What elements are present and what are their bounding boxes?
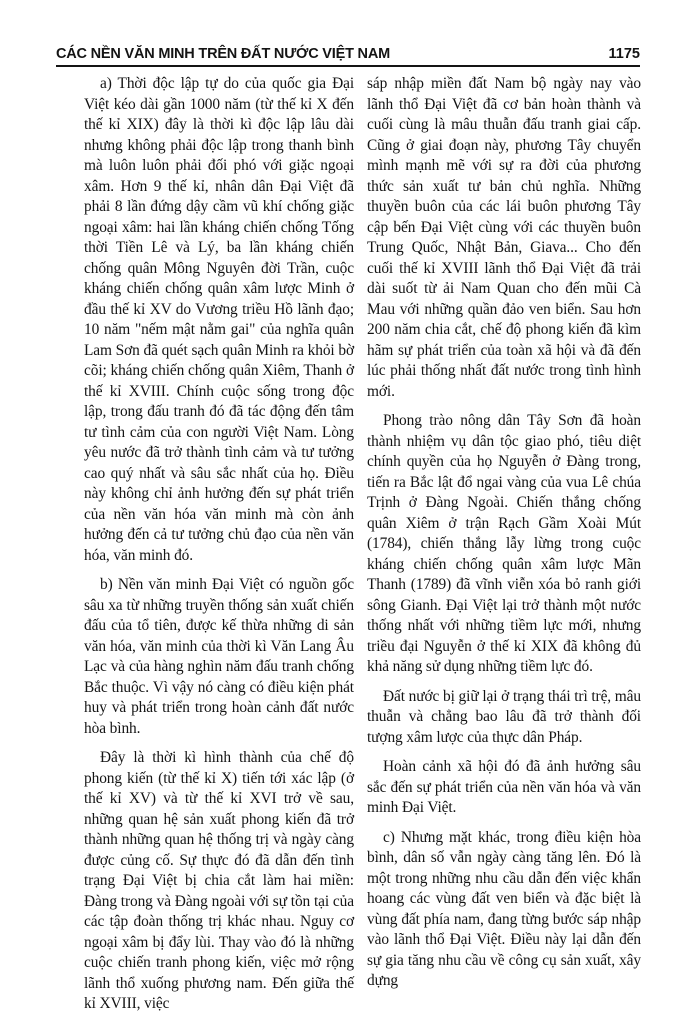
paragraph-feudal-period: Đây là thời kì hình thành của chế độ phong kiến (từ thế kỉ X) tiến tới xác lập (ở thế kỉ XV) và từ thế kỉ XVI trở về sau, những quan hệ sản xuất phong kiến đã trở thành những quan hệ thống trị và ngày càng được củng cố. Sự thực đó đã dẫn đến tình trạng Đại Việt bị chia cắt làm hai miền: Đàng trong và Đàng ngoài với sự tồn tại của các tập đoàn thống trị khác nhau. Nguy cơ ngoại xâm bị đẩy lùi. Thay vào đó là những cuộc chiến tranh phong kiến, việc mở rộng lãnh thổ xuống phương nam. Đến giữa thế kỉ XVIII, việc: [84, 749, 354, 1012]
page-number: 1175: [603, 47, 640, 62]
paragraph-social-context: Hoàn cảnh xã hội đó đã ảnh hưởng sâu sắc đến sự phát triển của nền văn hóa và văn minh Đại Việt.: [367, 758, 641, 816]
paragraph-stagnation: Đất nước bị giữ lại ở trạng thái trì trệ, mâu thuẫn và chẳng bao lâu đã trở thành đối tượng xâm lược của thực dân Pháp.: [367, 687, 641, 746]
paragraph-a: a) Thời độc lập tự do của quốc gia Đại Việt kéo dài gần 1000 năm (từ thế kỉ X đến thế kỉ XIX) đây là thời kì độc lập lâu dài nhưng không phải độc lập trong thanh bình mà luôn luôn phải đối phó với giặc ngoại xâm. Hơn 9 thế kỉ, nhân dân Đại Việt đã phải 8 lần đứng dậy cầm vũ khí chống giặc ngoại xâm: hai lần kháng chiến chống Tống thời Tiền Lê và Lý, ba lần kháng chiến chống quân Mông Nguyên đời Trần, cuộc kháng chiến chống quân xâm lược Minh ở đầu thế kỉ XV do Vương triều Hồ lãnh đạo; 10 năm "nếm mật nằm gai" của nghĩa quân Lam Sơn đã quét sạch quân Minh ra khỏi bờ cõi; kháng chiến chống quân Xiêm, Thanh ở thế kỉ XVIII. Chính cuộc sống trong độc lập, trong đấu tranh đó đã tác động đến tâm tư tình cảm của con người Việt Nam. Lòng yêu nước đã trở thành tình cảm và tư tưởng cao quý nhất và sâu sắc nhất của họ. Điều này không chỉ ảnh hưởng đến sự phát triển của nền văn hóa văn minh mà còn ảnh hưởng đến cả tư tưởng chủ đạo của nền văn hóa, văn minh đó.: [84, 75, 354, 564]
paragraph-b: b) Nền văn minh Đại Việt có nguồn gốc sâu xa từ những truyền thống sản xuất chiến đấu của tổ tiên, được kế thừa những di sản văn hóa, văn minh của thời kì Văn Lang Âu Lạc và của hàng nghìn năm đấu tranh chống Bắc thuộc. Vì vậy nó càng có điều kiện phát huy và phát triển trong hoàn cảnh đất nước hòa bình.: [84, 576, 354, 737]
running-header: [56, 43, 640, 67]
paragraph-continued: sáp nhập miền đất Nam bộ ngày nay vào lãnh thổ Đại Việt đã cơ bản hoàn thành và cuối cùng là mâu thuẫn đấu tranh giai cấp. Cũng ở giai đoạn này, phương Tây chuyển mình mạnh mẽ với sự ra đời của phương thức sản xuất tư bản chủ nghĩa. Những thuyền buôn của các lái buôn phương Tây cập bến Đại Việt cùng với các thuyền buôn Trung Quốc, Nhật Bản, Giava... Cho đến cuối thế kỉ XVIII lãnh thổ Đại Việt đã trải dài suốt từ ải Nam Quan cho đến mũi Cà Mau với những quần đảo ven biển. Sau hơn 200 năm chia cắt, chế độ phong kiến đã kìm hãm sự phát triển của toàn xã hội và đã đến lúc phải thống nhất đất nước trong tình hình mới.: [367, 75, 641, 400]
header-title: CÁC NỀN VĂN MINH TRÊN ĐẤT NƯỚC VIỆT NAM: [56, 47, 393, 62]
right-column: [367, 74, 641, 992]
paragraph-c: c) Nhưng mặt khác, trong điều kiện hòa bình, dân số vẫn ngày càng tăng lên. Đó là một trong những nhu cầu dẫn đến việc khẩn hoang các vùng đất ven biển và đặc biệt là vùng đất phía nam, đang từng bước sáp nhập vào lãnh thổ Đại Việt. Điều này lại dẫn đến sự gia tăng nhu cầu về công cụ sản xuất, xây dựng: [367, 828, 641, 989]
paragraph-tay-son: Phong trào nông dân Tây Sơn đã hoàn thành nhiệm vụ dân tộc giao phó, tiêu diệt chính quyền của họ Nguyễn ở Đàng trong, tiến ra Bắc lật đổ ngai vàng của vua Lê chúa Trịnh ở Đàng Ngoài. Chiến thắng chống quân Xiêm ở trận Rạch Gầm Xoài Mút (1784), chiến thắng lẫy lừng trong cuộc kháng chiến chống quân xâm lược Mãn Thanh (1789) đã vĩnh viễn xóa bỏ ranh giới sông Gianh. Đại Việt lại trở thành một nước thống nhất với những tiềm lực mới, nhưng triều đại Nguyễn ở thế kỉ XIX đã không đủ khả năng sử dụng những tiềm lực đó.: [367, 412, 641, 675]
left-column: [84, 74, 354, 1015]
